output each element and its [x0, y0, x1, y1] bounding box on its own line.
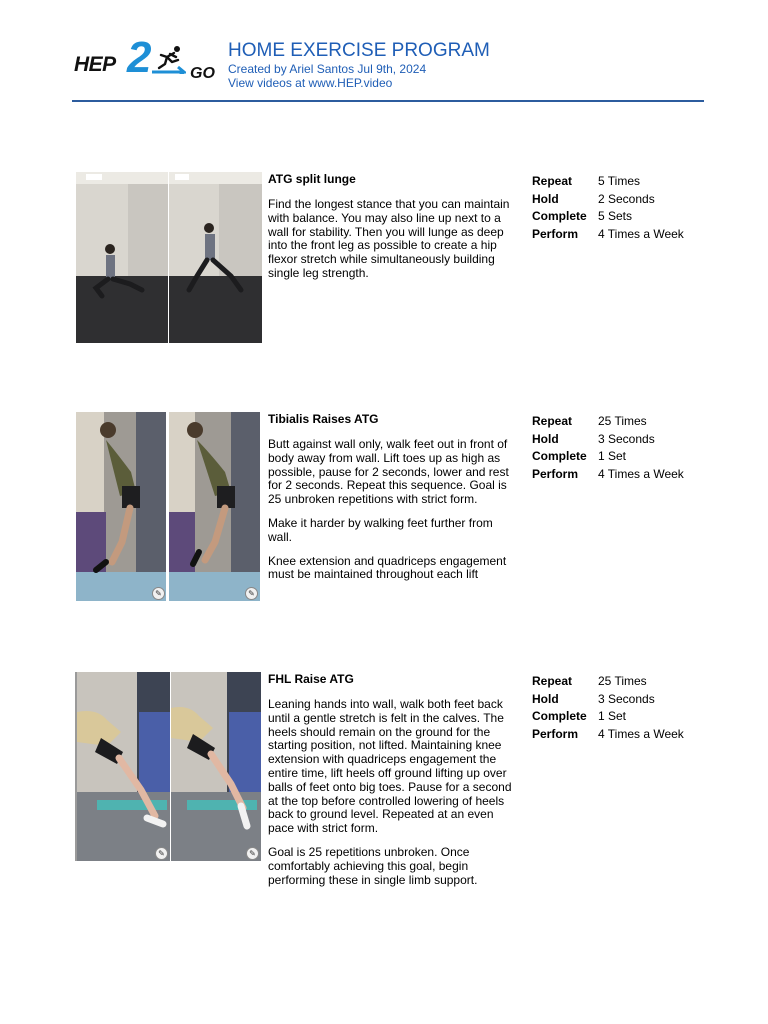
edit-pencil-icon[interactable]: ✎	[152, 587, 165, 600]
param-value: 3 Seconds	[598, 431, 655, 446]
hep2go-logo	[72, 33, 222, 88]
exercise-photo-end	[171, 672, 261, 861]
param-value: 1 Set	[598, 449, 627, 463]
logo-two-text: 2	[127, 33, 152, 82]
param-label: Perform	[532, 466, 579, 481]
edit-pencil-icon[interactable]: ✎	[155, 847, 168, 860]
exercise-description	[268, 438, 512, 592]
exercise-photo-start	[76, 172, 168, 343]
param-value: 2 Seconds	[598, 191, 655, 206]
param-value: 4 Times a Week	[598, 726, 684, 741]
param-label: Complete	[532, 709, 587, 723]
param-value: 5 Times	[598, 174, 641, 188]
param-label: Complete	[532, 449, 587, 463]
param-value: 25 Times	[598, 414, 647, 428]
logo-go-text: GO	[190, 65, 215, 82]
runner-icon	[150, 44, 186, 74]
param-label: Hold	[532, 191, 559, 206]
exercise-item	[75, 412, 695, 602]
logo-hep-text: HEP	[74, 53, 116, 76]
videos-link[interactable]: View videos at www.HEP.video	[228, 76, 393, 90]
param-label: Hold	[532, 691, 559, 706]
param-value: 25 Times	[598, 674, 647, 688]
exercise-description	[268, 198, 512, 291]
param-value: 4 Times a Week	[598, 226, 684, 241]
exercise-name: Tibialis Raises ATG	[268, 412, 379, 426]
exercise-item	[75, 172, 695, 344]
param-value: 5 Sets	[598, 209, 633, 223]
page-title: HOME EXERCISE PROGRAM	[228, 40, 490, 61]
param-label: Complete	[532, 209, 587, 223]
param-label: Perform	[532, 726, 579, 741]
param-value: 4 Times a Week	[598, 466, 684, 481]
param-label: Hold	[532, 431, 559, 446]
edit-pencil-icon[interactable]: ✎	[245, 587, 258, 600]
created-by-line: Created by Ariel Santos Jul 9th, 2024	[228, 62, 427, 76]
edit-pencil-icon[interactable]: ✎	[246, 847, 259, 860]
param-label: Repeat	[532, 174, 573, 188]
exercise-photo-end	[169, 172, 262, 343]
description-paragraph: Find the longest stance that you can maintain with balance. You may also line up next to a wall for stability. Then you will lunge as deep into the front leg as possible to create a hip flexor stretch while simultaneously building single leg strength.	[268, 197, 510, 280]
description-paragraph: Make it harder by walking feet further from wall.	[268, 515, 493, 544]
exercise-photo-start	[75, 672, 170, 861]
exercise-description	[268, 698, 512, 897]
param-label: Perform	[532, 226, 579, 241]
param-value: 3 Seconds	[598, 691, 655, 706]
description-paragraph: Butt against wall only, walk feet out in front of body away from wall. Lift toes up as high as possible, pause for 2 seconds, lower and rest for 2 seconds. Repeat this sequence. Goal is 25 unbroken repetitions with strict form.	[268, 437, 509, 507]
exercise-photo-start	[76, 412, 166, 601]
param-label: Repeat	[532, 414, 573, 428]
param-label: Repeat	[532, 674, 573, 688]
description-paragraph: Knee extension and quadriceps engagement must be maintained throughout each lift	[268, 553, 507, 582]
exercise-name: ATG split lunge	[268, 172, 356, 186]
document-header	[72, 33, 704, 102]
header-divider	[72, 100, 704, 102]
param-value: 1 Set	[598, 709, 627, 723]
exercise-item	[75, 672, 695, 887]
exercise-photo-end	[169, 412, 260, 601]
description-paragraph: Goal is 25 repetitions unbroken. Once comfortably achieving this goal, begin performing these in single limb support.	[268, 844, 478, 887]
exercise-name: FHL Raise ATG	[268, 672, 354, 686]
description-paragraph: Leaning hands into wall, walk both feet back until a gentle stretch is felt in the calves. The heels should remain on the ground for the starting position, not lifted. Maintaining knee extension with quadriceps engagement the entire time, lift heels off ground lifting up over balls of feet onto big toes. Pause for a second at the top before controlled lowering of heels back to ground level. Repeated at an even pace with strict form.	[268, 697, 512, 836]
